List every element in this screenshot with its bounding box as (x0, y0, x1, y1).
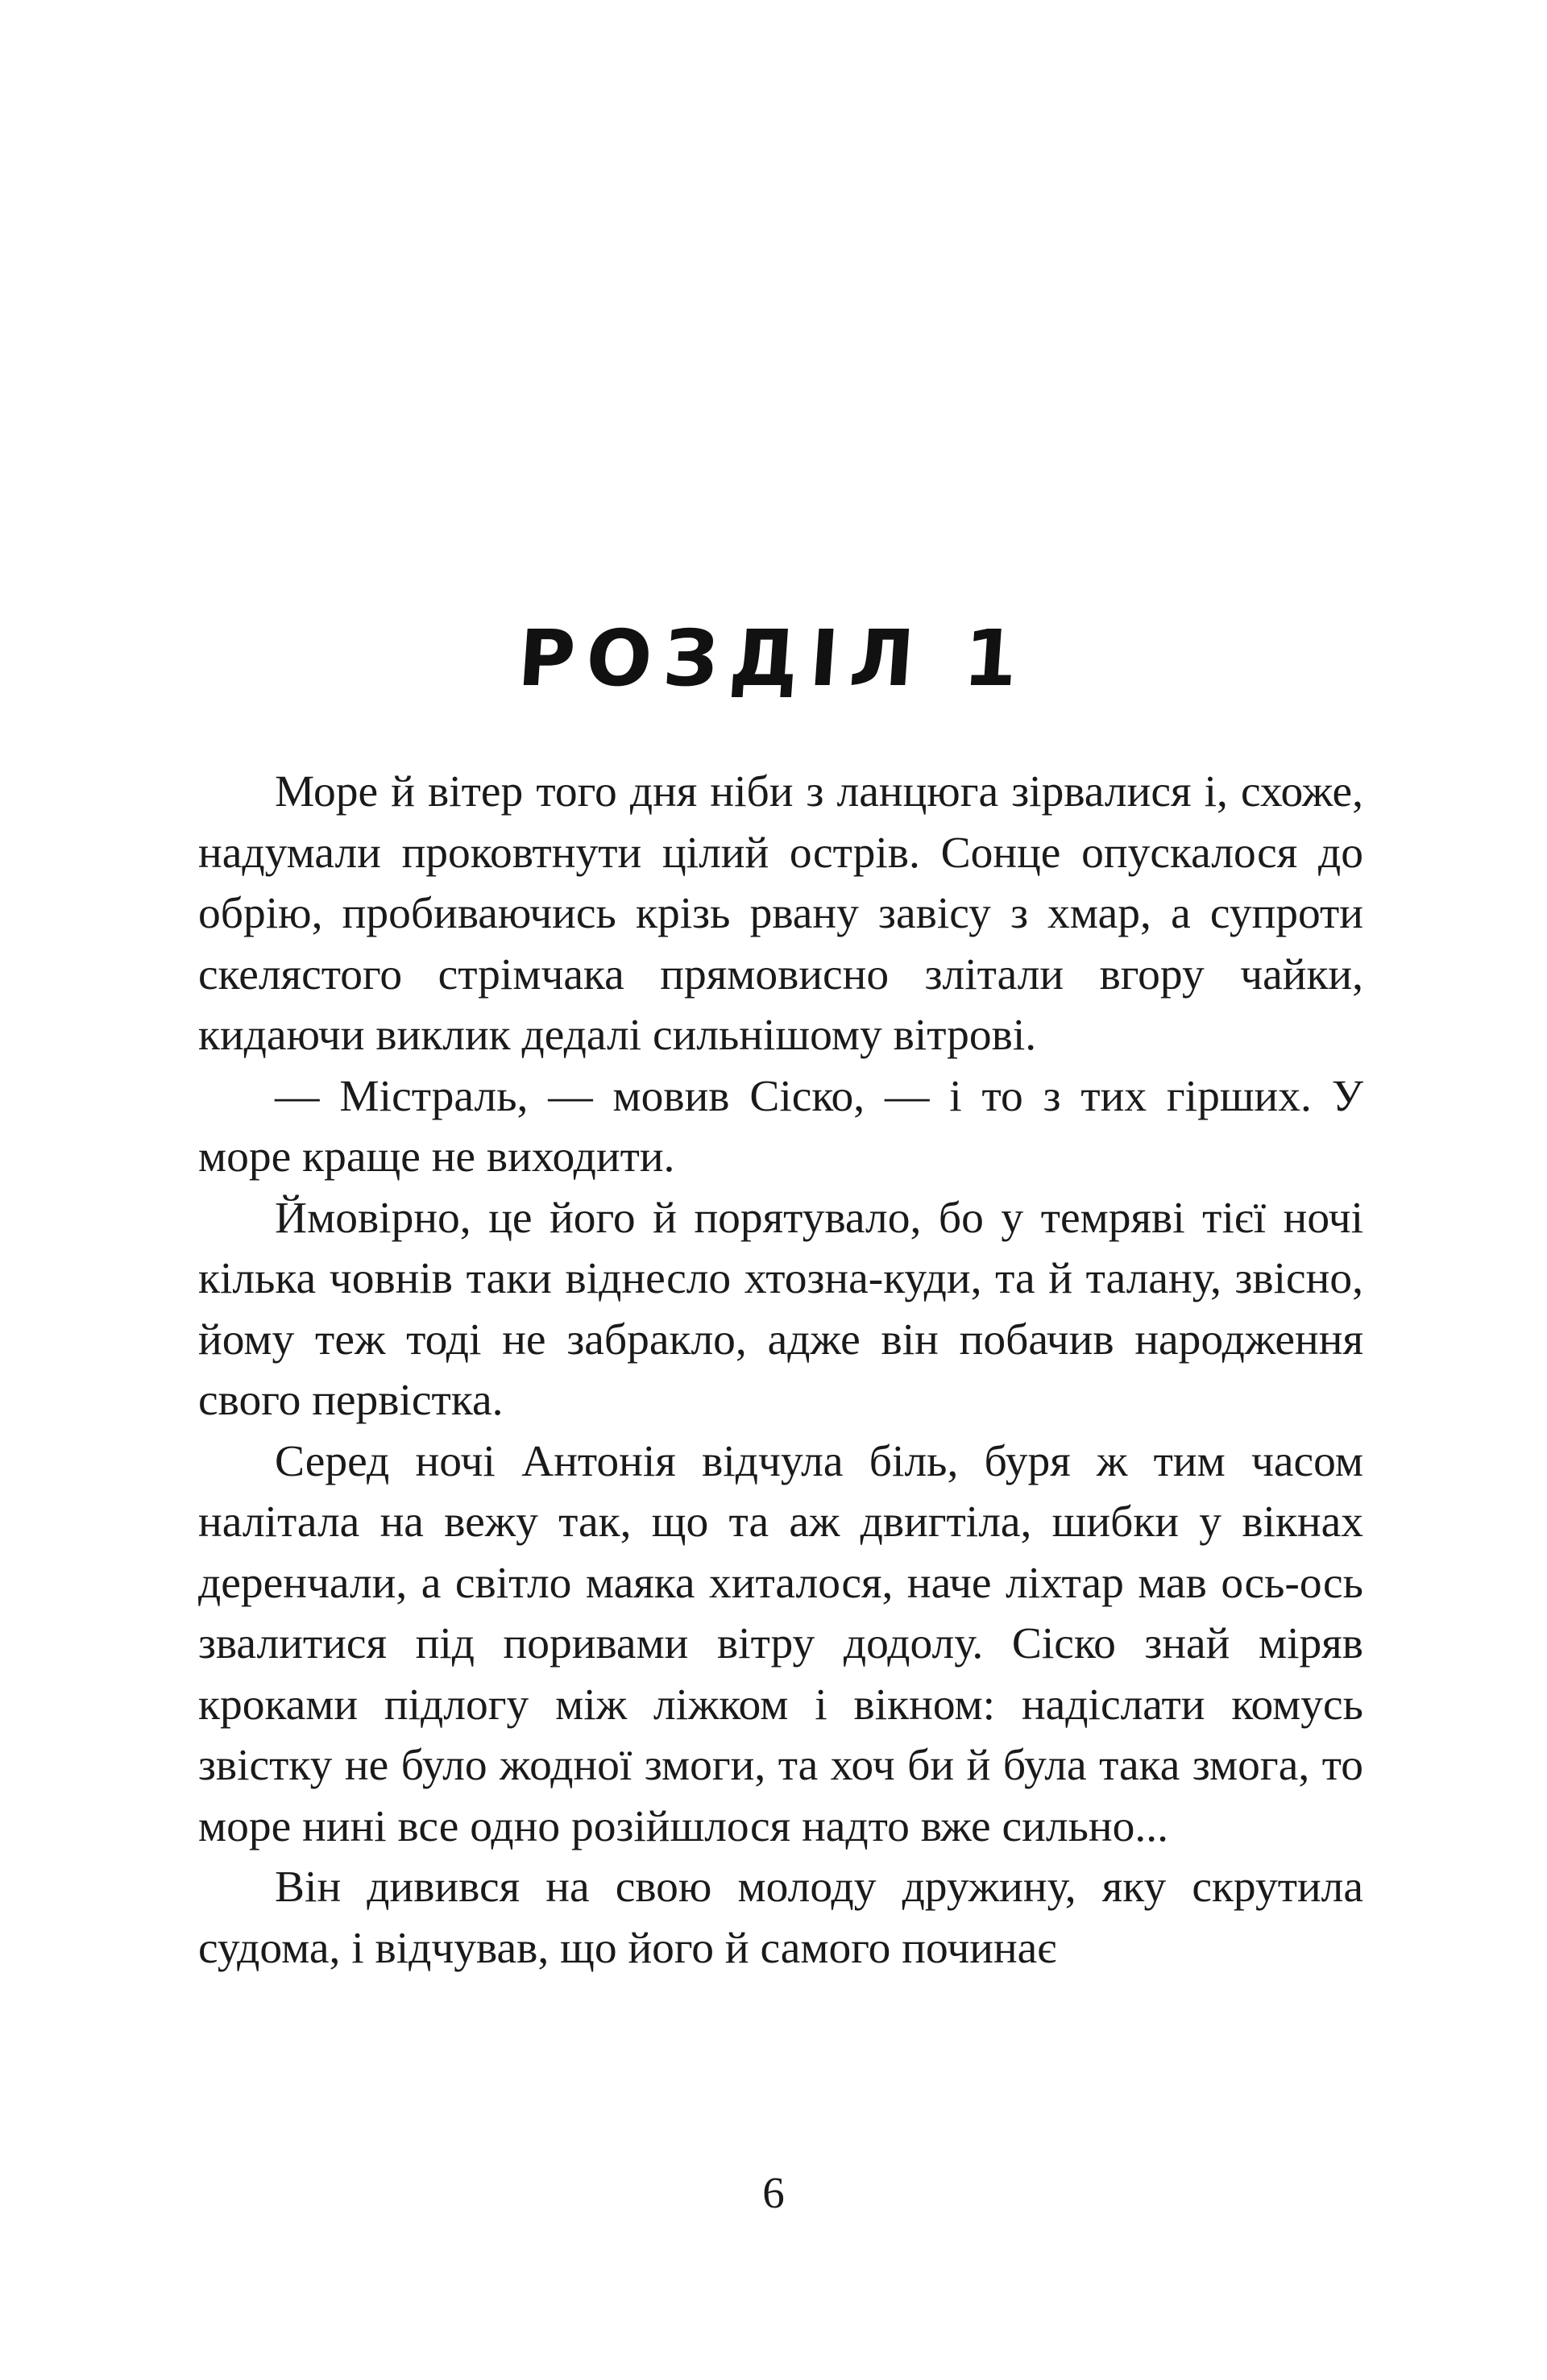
paragraph: — Містраль, — мовив Сіско, — і то з тих гірших. У море краще не виходити. (198, 1071, 1363, 1182)
paragraph: Ймовірно, це його й порятувало, бо у темряві тієї ночі кілька човнів таки віднесло хтозна-куди, та й талану, звісно, йому теж тоді не забракло, адже він побачив народження свого первістка. (198, 1193, 1363, 1425)
paragraph: Він дивився на свою молоду дружину, яку скрутила судома, і відчував, що його й самого починає (198, 1863, 1363, 1973)
chapter-title: РОЗДІЛ 1 (515, 613, 1032, 704)
body-text (198, 762, 1363, 1979)
page-number: 6 (762, 2168, 785, 2217)
paragraph: Море й вітер того дня ніби з ланцюга зірвалися і, схоже, надумали проковтнути цілий острів. Сонце опускалося до обрію, пробиваючись крізь рвану завісу з хмар, а супроти скелястого стрімчака прямовисно злітали вгору чайки, кидаючи виклик дедалі сильнішому вітрові. (198, 767, 1363, 1060)
paragraph: Серед ночі Антонія відчула біль, буря ж тим часом налітала на вежу так, що та аж двигтіла, шибки у вікнах деренчали, а світло маяка хиталося, наче ліхтар мав ось-ось звалитися під поривами вітру додолу. Сіско знай міряв кроками підлогу між ліжком і вікном: надіслати комусь звістку не було жодної змоги, та хоч би й була така змога, то море нині все одно розійшлося надто вже сильно... (198, 1436, 1363, 1851)
